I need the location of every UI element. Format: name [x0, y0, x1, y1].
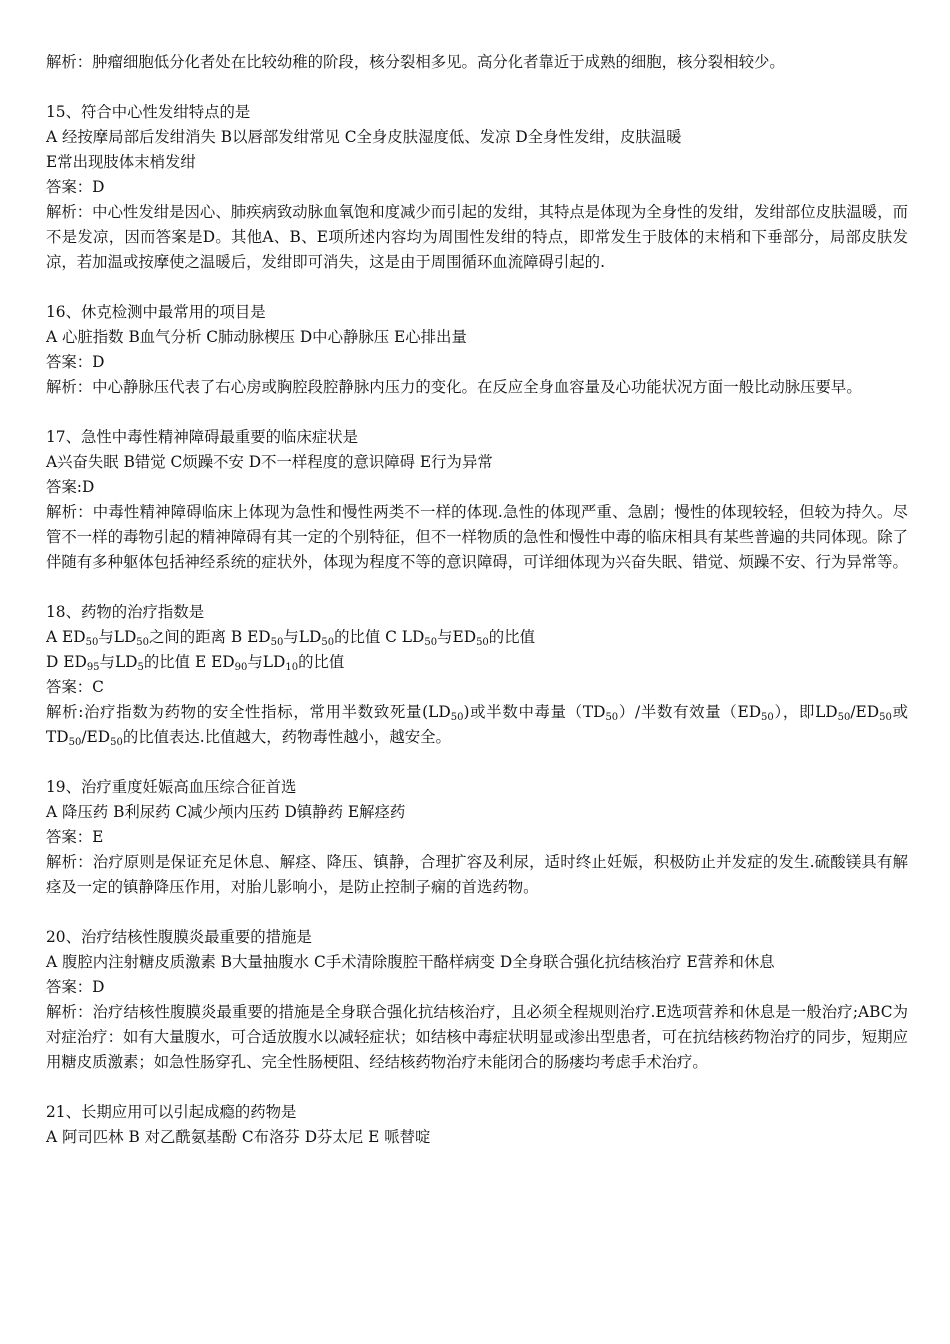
question-answer: 答案:D — [46, 478, 95, 496]
question-title: 16、休克检测中最常用的项目是 — [46, 303, 266, 321]
spacer — [46, 900, 908, 925]
question-18 — [46, 600, 908, 750]
question-answer: 答案：E — [46, 828, 104, 846]
question-answer: 答案：D — [46, 353, 105, 371]
question-title: 17、急性中毒性精神障碍最重要的临床症状是 — [46, 428, 359, 446]
spacer — [46, 275, 908, 300]
question-explanation: 解析：治疗结核性腹膜炎最重要的措施是全身联合强化抗结核治疗，且必须全程规则治疗.E选项营养和休息是一般治疗;ABC为对症治疗：如有大量腹水，可合适放腹水以减轻症状；如结核中毒症状明显或渗出型患者，可在抗结核药物治疗的同步，短期应用糖皮质激素；如急性肠穿孔、完全性肠梗阻、经结核药物治疗未能闭合的肠瘘均考虑手术治疗。 — [46, 1003, 908, 1071]
question-options: A兴奋失眠 B错觉 C烦躁不安 D不一样程度的意识障碍 E行为异常 — [46, 453, 493, 471]
question-options: A 经按摩局部后发绀消失 B以唇部发绀常见 C全身皮肤湿度低、发凉 D全身性发绀，皮肤温暖 — [46, 128, 682, 146]
spacer — [46, 400, 908, 425]
intro-explanation: 解析：肿瘤细胞低分化者处在比较幼稚的阶段，核分裂相多见。高分化者靠近于成熟的细胞，核分裂相较少。 — [46, 53, 785, 71]
question-options: A 降压药 B利尿药 C减少颅内压药 D镇静药 E解痉药 — [46, 803, 406, 821]
question-title: 18、药物的治疗指数是 — [46, 603, 205, 621]
question-19 — [46, 775, 908, 900]
question-explanation: 解析：治疗原则是保证充足休息、解痉、降压、镇静，合理扩容及利尿，适时终止妊娠，积极防止并发症的发生.硫酸镁具有解痉及一定的镇静降压作用，对胎儿影响小，是防止控制子痫的首选药物。 — [46, 853, 908, 896]
question-16 — [46, 300, 908, 400]
question-title: 21、长期应用可以引起成瘾的药物是 — [46, 1103, 297, 1121]
question-options: D $ED_{95}$与$LD_5$的比值 E $ED_{90}$与$LD_{10}$的比值 — [46, 653, 345, 673]
question-explanation: 解析：中心性发绀是因心、肺疾病致动脉血氧饱和度减少而引起的发绀，其特点是体现为全身性的发绀，发绀部位皮肤温暖，而不是发凉，因而答案是D。其他A、B、E项所述内容均为周围性发绀的特点，即常发生于肢体的末梢和下垂部分，局部皮肤发凉，若加温或按摩使之温暖后，发绀即可消失，这是由于周围循环血流障碍引起的. — [46, 203, 908, 271]
spacer — [46, 575, 908, 600]
question-explanation: 解析：中毒性精神障碍临床上体现为急性和慢性两类不一样的体现.急性的体现严重、急剧；慢性的体现较轻，但较为持久。尽管不一样的毒物引起的精神障碍有其一定的个别特征，但不一样物质的急性和慢性中毒的临床相具有某些普遍的共同体现。除了伴随有多种躯体包括神经系统的症状外，体现为程度不等的意识障碍，可详细体现为兴奋失眠、错觉、烦躁不安、行为异常等。 — [46, 503, 908, 571]
spacer — [46, 75, 908, 100]
question-options: E常出现肢体末梢发绀 — [46, 153, 196, 171]
question-options: A 阿司匹林 B 对乙酰氨基酚 C布洛芬 D芬太尼 E 哌替啶 — [46, 1128, 431, 1146]
question-21 — [46, 1100, 908, 1150]
document-page — [46, 50, 908, 1150]
question-options: A 心脏指数 B血气分析 C肺动脉楔压 D中心静脉压 E心排出量 — [46, 328, 467, 346]
question-answer: 答案：D — [46, 978, 105, 996]
question-explanation: 解析:治疗指数为药物的安全性指标，常用半数致死量$(LD_{50})$或半数中毒量$(TD_{50})/$半数有效量$(ED_{50})$，即$LD_{50}/ED_{50}$或$TD_{50}/ED_{50}$的比值表达.比值越大，药物毒性越小，越安全。 — [46, 703, 908, 748]
question-title: 20、治疗结核性腹膜炎最重要的措施是 — [46, 928, 312, 946]
spacer — [46, 750, 908, 775]
question-15 — [46, 100, 908, 275]
question-options: A $ED_{50}$与$LD_{50}$之间的距离 B $ED_{50}$与$LD_{50}$的比值 C $LD_{50}$与$ED_{50}$的比值 — [46, 628, 535, 648]
question-title: 19、治疗重度妊娠高血压综合征首选 — [46, 778, 297, 796]
question-explanation: 解析：中心静脉压代表了右心房或胸腔段腔静脉内压力的变化。在反应全身血容量及心功能状况方面一般比动脉压要早。 — [46, 378, 862, 396]
question-20 — [46, 925, 908, 1075]
question-answer: 答案：C — [46, 678, 104, 696]
question-answer: 答案：D — [46, 178, 105, 196]
question-17 — [46, 425, 908, 575]
spacer — [46, 1075, 908, 1100]
question-options: A 腹腔内注射糖皮质激素 B大量抽腹水 C手术清除腹腔干酪样病变 D全身联合强化抗结核治疗 E营养和休息 — [46, 953, 775, 971]
question-title: 15、符合中心性发绀特点的是 — [46, 103, 251, 121]
